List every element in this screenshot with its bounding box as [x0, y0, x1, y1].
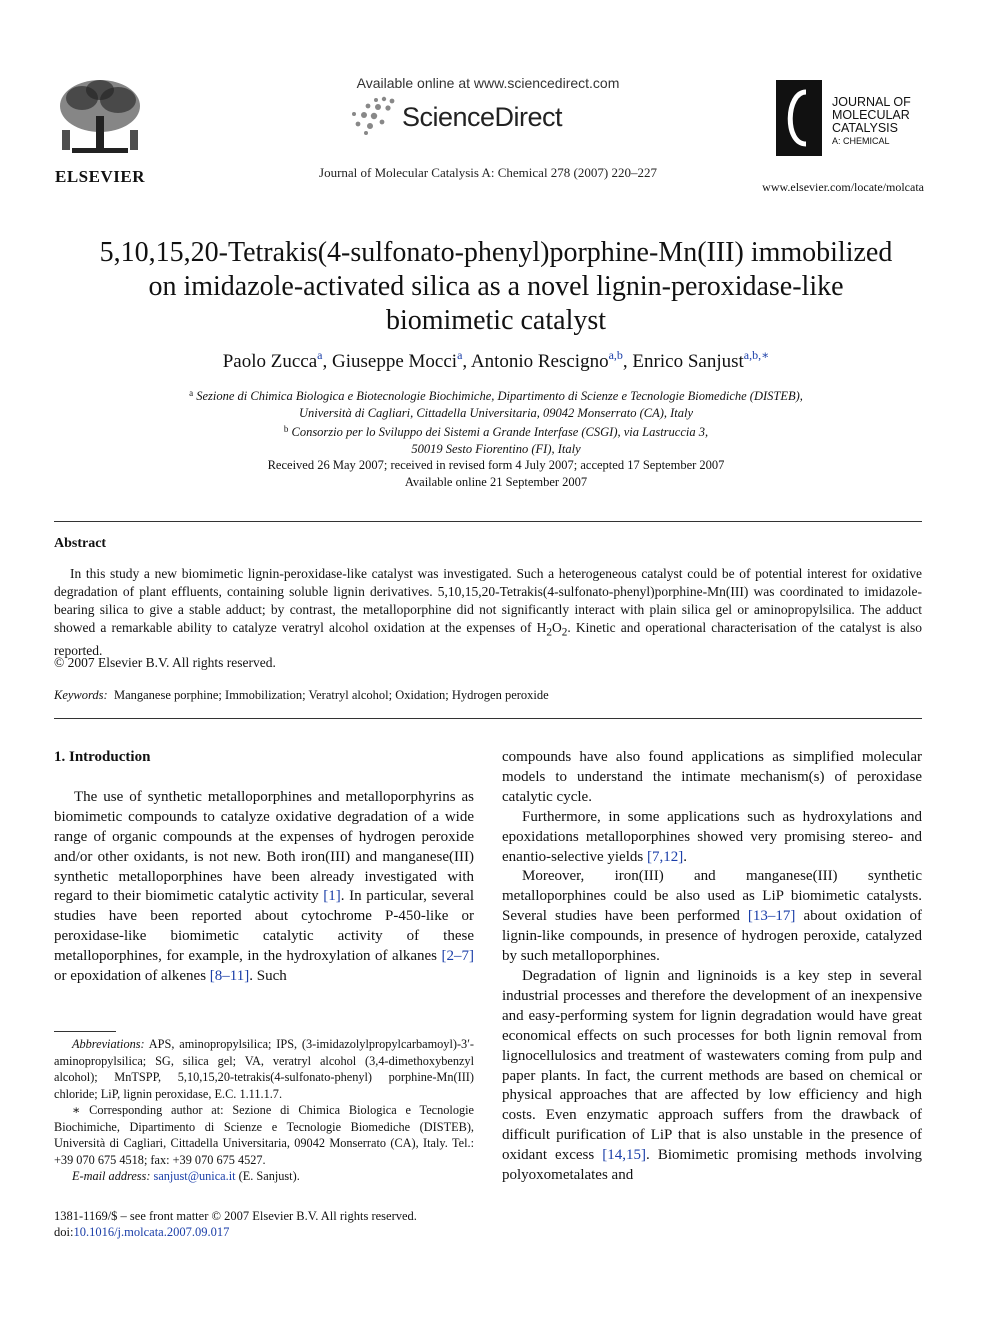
affiliation-mark: b — [283, 424, 289, 434]
author-name[interactable]: Enrico Sanjust — [632, 351, 744, 372]
author-name[interactable]: Paolo Zucca — [222, 351, 318, 372]
affiliation-mark: a — [189, 388, 194, 398]
issn-block — [54, 1208, 417, 1240]
citation-link[interactable]: [8–11] — [209, 968, 250, 985]
affiliation-text: Consorzio per lo Sviluppo dei Sistemi a Grande Interfase (CSGI), via Lastruccia 3, — [291, 425, 709, 439]
right-column — [502, 748, 922, 1186]
affiliation-text: Sezione di Chimica Biologica e Biotecnologie Biochimiche, Dipartimento di Scienze e Tecnologie Biomediche (DISTEB), — [196, 389, 803, 403]
abstract-copyright: © 2007 Elsevier B.V. All rights reserved. — [54, 655, 276, 670]
elsevier-wordmark: ELSEVIER — [55, 167, 145, 186]
paragraph: The use of synthetic metalloporphines and metalloporphyrins as biomimetic compounds to catalyze oxidative degradation of a wide range of organic compounds at the expenses of hydrogen peroxide and/or other oxidants, is not new. Both iron(III) and manganese(III) synthetic metalloporphines have been already investigated with regard to their biomimetic catalytic activity [1]. In particular, several studies have been reported about cytochrome P-450-like or peroxidase-like biomimetic catalytic activity of these metalloporphines, for example, in the hydroxylation of alkanes [2–7] or epoxidation of alkenes [8–11]. Such — [54, 788, 474, 985]
email-link[interactable]: sanjust@unica.it — [153, 1169, 236, 1183]
footnote-divider — [54, 1031, 116, 1032]
affiliation-line — [60, 385, 932, 405]
citation-link[interactable]: [1] — [323, 888, 341, 905]
sciencedirect-dots-icon — [346, 96, 400, 136]
keywords-label: Keywords: — [54, 688, 108, 702]
affiliation-line — [60, 421, 932, 441]
author-list — [60, 348, 932, 373]
author-separator: , — [462, 351, 471, 372]
paragraph: Furthermore, in some applications such as hydroxylations and epoxidations metalloporphines showed very promising stereo- and enantio-selective yields [7,12]. — [502, 808, 922, 865]
online-date: Available online 21 September 2007 — [404, 475, 588, 489]
journal-logo — [776, 78, 926, 158]
title-line: on imidazole-activated silica as a novel lignin-peroxidase-like — [148, 271, 844, 302]
citation-link[interactable]: [14,15] — [602, 1147, 647, 1164]
journal-cover-icon — [776, 80, 822, 156]
author-affiliation-mark[interactable]: a — [317, 348, 323, 362]
abbreviations-footnote: Abbreviations: APS, aminopropylsilica; IPS, (3-imidazolylpropylcarbamoyl)-3′-aminopropylsilica; SG, silica gel; VA, veratryl alcohol (3,4-dimethoxybenzyl alcohol); MnTSPP, 5,10,15,20-tetrakis(4-sulfonato-phenyl) porphine-Mn(III) chloride; LiP, lignin peroxidase, E.C. 1.11.1.7. — [54, 1037, 474, 1101]
doi-line: doi:10.1016/j.molcata.2007.09.017 — [54, 1225, 230, 1239]
journal-logo-line: JOURNAL OF — [832, 95, 911, 109]
journal-url-link[interactable]: www.elsevier.com/locate/molcata — [762, 180, 924, 194]
author-name[interactable]: Antonio Rescigno — [470, 351, 609, 372]
article-dates — [60, 457, 932, 491]
author-affiliation-mark[interactable]: a,b,∗ — [743, 348, 770, 362]
footnotes — [54, 1036, 474, 1185]
left-column — [54, 748, 474, 987]
paragraph: Degradation of lignin and ligninoids is a key step in several industrial processes and therefore the development of an inexpensive and easy-performing system for lignin degradation would have great economical effects on such processes for both lignin removal from lignocellulosics and treatment of wastewaters coming from pulp and paper plants. In fact, the current methods are based on chemical or physical approaches that are affected by low efficiency and high costs. Even enzymatic approach suffers from the drawback of difficult purification of LiP that is also unstable in the presence of oxidant excess [14,15]. Biomimetic promising methods involving polyoxometalates and — [502, 967, 922, 1184]
author-name[interactable]: Giuseppe Mocci — [332, 351, 458, 372]
abstract-body: In this study a new biomimetic lignin-peroxidase-like catalyst was investigated. Such a heterogeneous catalyst could be of potential interest for oxidative degradation of plant effluents, containing soluble lignin derivatives. 5,10,15,20-Tetrakis(4-sulfonato-phenyl)porphine-Mn(III) was coordinated to imidazole-bearing silica to give a stable adduct; by contrast, the metalloporphine did not significantly interact with plain silica gel or aminopropylsilica. The adduct showed a remarkable ability to catalyze veratryl alcohol oxidation at the expenses of $H_2O_2$. Kinetic and operational characterisation of the catalyst is also reported. — [54, 566, 922, 658]
author-separator: , — [322, 351, 332, 372]
available-online-line[interactable]: Available online at www.sciencedirect.com — [356, 75, 620, 91]
journal-logo-line: MOLECULAR — [832, 108, 910, 122]
doi-link[interactable]: 10.1016/j.molcata.2007.09.017 — [73, 1225, 230, 1239]
citation-link[interactable]: [13–17] — [747, 908, 796, 925]
author-affiliation-mark[interactable]: a,b — [608, 348, 623, 362]
affiliation-line: Università di Cagliari, Cittadella Universitaria, 09042 Monserrato (CA), Italy — [298, 405, 694, 420]
abstract-heading: Abstract — [54, 536, 107, 551]
keywords-text: Manganese porphine; Immobilization; Veratryl alcohol; Oxidation; Hydrogen peroxide — [113, 688, 549, 702]
sciencedirect-wordmark: ScienceDirect — [402, 102, 563, 132]
author-affiliation-mark[interactable]: a — [457, 348, 463, 362]
title-line: 5,10,15,20-Tetrakis(4-sulfonato-phenyl)porphine-Mn(III) immobilized — [99, 237, 893, 268]
paragraph: Moreover, iron(III) and manganese(III) synthetic metalloporphines could be also used as LiP biomimetic catalysts. Several studies have been performed [13–17] about oxidation of lignin-like compounds, in presence of hydrogen peroxide, catalyzed by such metalloporphines. — [502, 868, 923, 965]
journal-logo-subtitle: A: CHEMICAL — [832, 136, 890, 146]
keywords — [54, 688, 549, 703]
citation-link[interactable]: [7,12] — [646, 848, 684, 865]
title-line: biomimetic catalyst — [385, 305, 607, 336]
affiliations — [60, 385, 932, 457]
received-dates: Received 26 May 2007; received in revised form 4 July 2007; accepted 17 September 2007 — [267, 458, 725, 472]
affiliation-line: 50019 Sesto Fiorentino (FI), Italy — [411, 441, 581, 456]
section-heading-introduction: 1. Introduction — [54, 749, 151, 765]
paper-title — [60, 236, 932, 338]
author-separator: , — [622, 351, 633, 372]
divider — [54, 521, 922, 522]
email-footnote: E-mail address: sanjust@unica.it (E. Sanjust). — [72, 1169, 300, 1183]
elsevier-logo — [52, 76, 148, 186]
corresponding-author-footnote: ∗ Corresponding author at: Sezione di Chimica Biologica e Tecnologie Biochimiche, Dipartimento di Scienze e Tecnologie Biomediche (DISTEB), Università di Cagliari, Cittadella Universitaria, 09042 Monserrato (CA), Italy. Tel.: +39 070 675 4518; fax: +39 070 675 4527. — [54, 1103, 474, 1167]
journal-logo-line: CATALYSIS — [832, 121, 898, 135]
citation-link[interactable]: [2–7] — [441, 948, 474, 965]
divider — [54, 718, 922, 719]
paragraph: compounds have also found applications as simplified molecular models to understand the intimate mechanism(s) of peroxidase catalytic cycle. — [502, 749, 922, 805]
elsevier-tree-icon — [52, 76, 148, 162]
sciencedirect-logo[interactable] — [346, 96, 586, 136]
journal-citation: Journal of Molecular Catalysis A: Chemical 278 (2007) 220–227 — [319, 165, 657, 180]
front-matter-line: 1381-1169/$ – see front matter © 2007 Elsevier B.V. All rights reserved. — [54, 1209, 417, 1223]
